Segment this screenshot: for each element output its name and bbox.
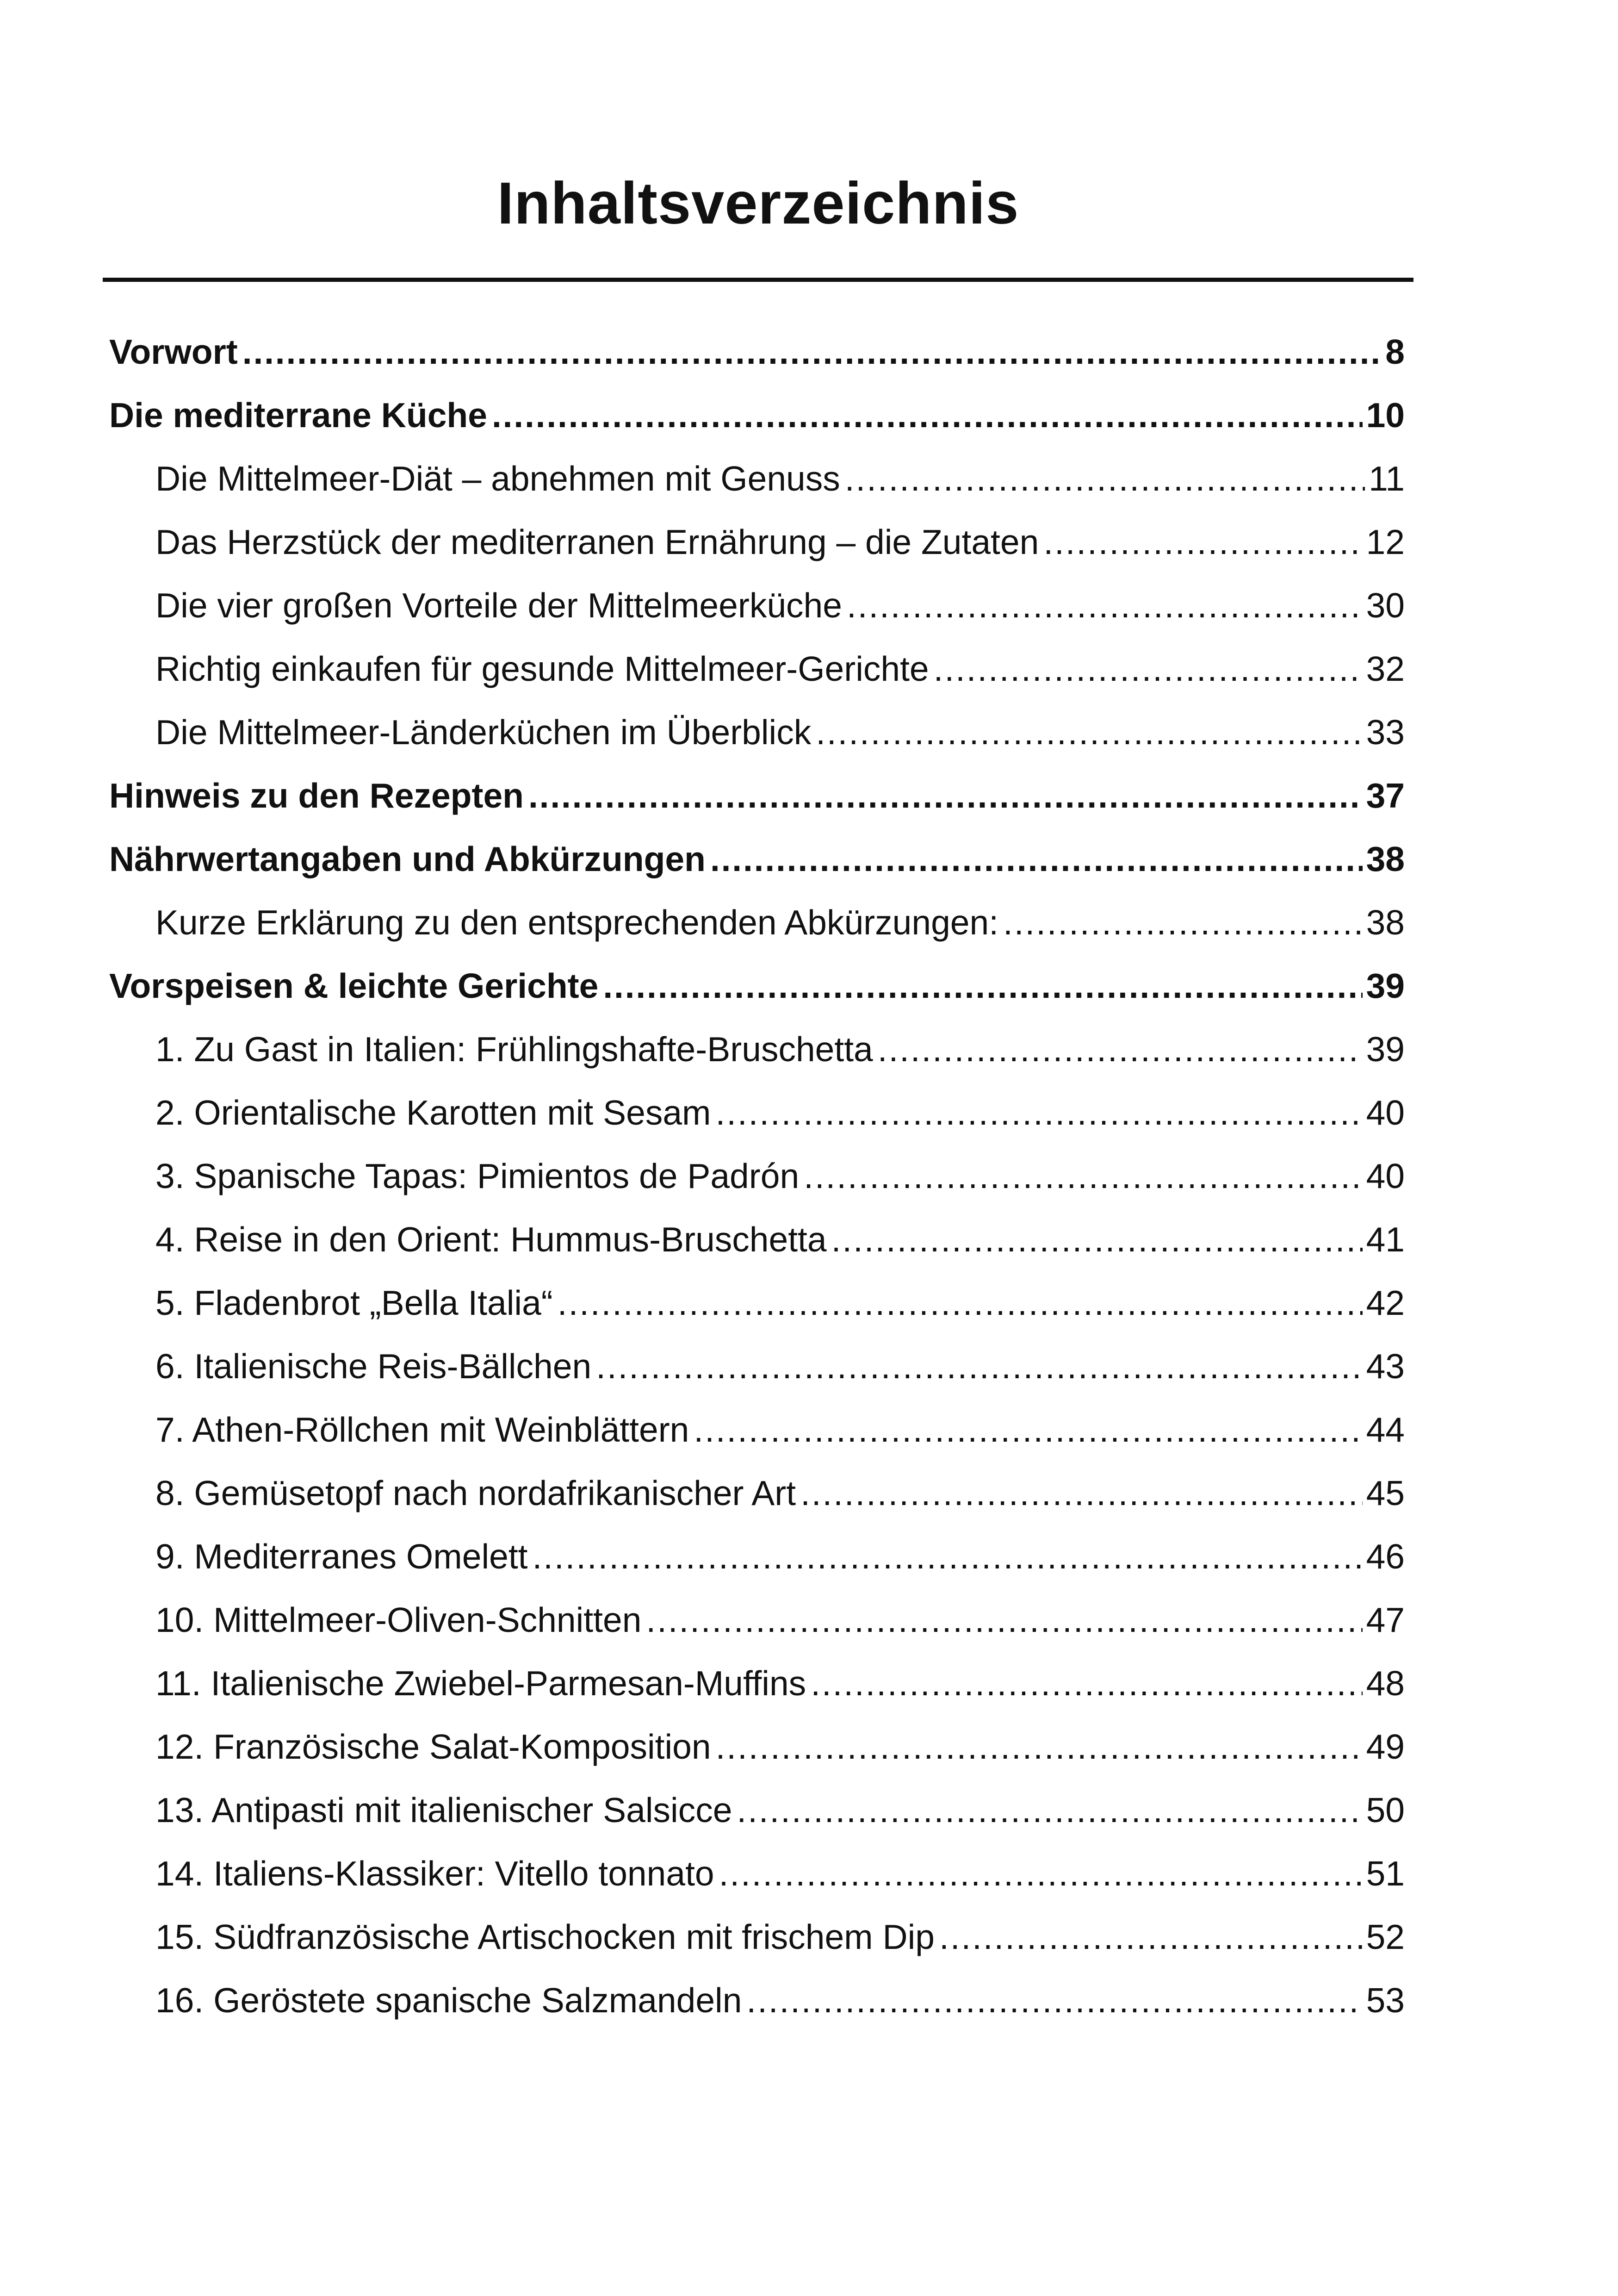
toc-entry[interactable] — [155, 1212, 1405, 1267]
toc-page-number: 45 — [1366, 1474, 1405, 1512]
toc-dot-leader — [719, 1846, 1363, 1901]
toc-page-number: 10 — [1366, 396, 1405, 435]
toc-page-number: 32 — [1366, 649, 1405, 688]
toc-dot-leader — [847, 578, 1363, 633]
toc-page-number: 52 — [1366, 1917, 1405, 1956]
toc-page-number: 30 — [1366, 586, 1405, 625]
toc-page-number: 12 — [1366, 523, 1405, 561]
toc-entry-label: Die mediterrane Küche — [109, 396, 487, 435]
toc-dot-leader — [1003, 895, 1363, 950]
toc-dot-leader — [804, 1148, 1362, 1204]
toc-page-number: 40 — [1366, 1157, 1405, 1195]
toc-entry-label: Die Mittelmeer-Diät – abnehmen mit Genuss — [155, 459, 840, 498]
toc-entry-label: 16. Geröstete spanische Salzmandeln — [155, 1981, 742, 2020]
toc-dot-leader — [939, 1909, 1363, 1965]
toc-entry[interactable] — [155, 1148, 1405, 1204]
page-title: Inhaltsverzeichnis — [497, 170, 1019, 236]
toc-entry-label: 12. Französische Salat-Komposition — [155, 1727, 711, 1766]
toc-dot-leader — [737, 1782, 1362, 1838]
toc-dot-leader — [710, 831, 1363, 887]
toc-page-number: 37 — [1366, 776, 1405, 815]
toc-entry[interactable] — [155, 1465, 1405, 1521]
title-divider — [103, 278, 1413, 282]
toc-entry[interactable] — [109, 324, 1405, 380]
toc-dot-leader — [800, 1465, 1363, 1521]
toc-entry[interactable] — [155, 1592, 1405, 1648]
toc-dot-leader — [878, 1021, 1363, 1077]
toc-page-number: 38 — [1366, 840, 1405, 878]
toc-dot-leader — [1043, 514, 1362, 570]
toc-entry[interactable] — [155, 1021, 1405, 1077]
toc-entry[interactable] — [155, 1782, 1405, 1838]
toc-dot-leader — [492, 387, 1363, 443]
toc-entry[interactable] — [155, 451, 1405, 506]
toc-dot-leader — [845, 451, 1365, 506]
toc-entry-label: 6. Italienische Reis-Bällchen — [155, 1347, 592, 1386]
toc-dot-leader — [746, 1972, 1362, 2028]
toc-entry[interactable] — [155, 1846, 1405, 1901]
toc-dot-leader — [816, 704, 1362, 760]
toc-entry[interactable] — [155, 704, 1405, 760]
toc-page-number: 47 — [1366, 1600, 1405, 1639]
toc-entry[interactable] — [155, 514, 1405, 570]
toc-entry-label: Richtig einkaufen für gesunde Mittelmeer-Gerichte — [155, 649, 929, 688]
toc-page-number: 43 — [1366, 1347, 1405, 1386]
toc-entry[interactable] — [155, 1719, 1405, 1774]
toc-page-number: 50 — [1366, 1791, 1405, 1829]
toc-dot-leader — [694, 1402, 1362, 1457]
toc-page-number: 8 — [1385, 332, 1405, 371]
toc-dot-leader — [533, 1529, 1363, 1584]
toc-entry-label: 9. Mediterranes Omelett — [155, 1537, 528, 1576]
toc-dot-leader — [716, 1085, 1363, 1140]
toc-entry-label: Das Herzstück der mediterranen Ernährung – die Zutaten — [155, 523, 1039, 561]
toc-dot-leader — [934, 641, 1363, 697]
toc-page-number: 44 — [1366, 1410, 1405, 1449]
toc-entry[interactable] — [109, 831, 1405, 887]
toc-entry[interactable] — [155, 641, 1405, 697]
toc-page-number: 40 — [1366, 1093, 1405, 1132]
toc-dot-leader — [603, 958, 1362, 1014]
toc-entry[interactable] — [109, 768, 1405, 823]
toc-page-number: 38 — [1366, 903, 1405, 942]
toc-entry-label: 3. Spanische Tapas: Pimientos de Padrón — [155, 1157, 800, 1195]
toc-page-number: 11 — [1369, 459, 1405, 498]
toc-dot-leader — [811, 1655, 1362, 1711]
toc-dot-leader — [528, 768, 1363, 823]
toc-dot-leader — [831, 1212, 1363, 1267]
toc-entry[interactable] — [155, 1909, 1405, 1965]
toc-dot-leader — [558, 1275, 1363, 1331]
toc-entry[interactable] — [155, 1972, 1405, 2028]
toc-page-number: 53 — [1366, 1981, 1405, 2020]
toc-page-number: 39 — [1366, 966, 1405, 1005]
toc-entry[interactable] — [155, 1655, 1405, 1711]
toc-entry-label: 5. Fladenbrot „Bella Italia“ — [155, 1283, 553, 1322]
toc-entry-label: 8. Gemüsetopf nach nordafrikanischer Art — [155, 1474, 796, 1512]
toc-entry[interactable] — [155, 1529, 1405, 1584]
toc-entry-label: 1. Zu Gast in Italien: Frühlingshafte-Bruschetta — [155, 1030, 873, 1069]
toc-dot-leader — [646, 1592, 1362, 1648]
toc-entry-label: 10. Mittelmeer-Oliven-Schnitten — [155, 1600, 642, 1639]
toc-page-number: 33 — [1366, 713, 1405, 752]
toc-page-number: 39 — [1366, 1030, 1405, 1069]
toc-entry[interactable] — [155, 578, 1405, 633]
toc-entry-label: 2. Orientalische Karotten mit Sesam — [155, 1093, 711, 1132]
toc-entry-label: 14. Italiens-Klassiker: Vitello tonnato — [155, 1854, 714, 1893]
toc-page-number: 48 — [1366, 1664, 1405, 1703]
toc-page-number: 41 — [1366, 1220, 1405, 1259]
toc-entry-label: Hinweis zu den Rezepten — [109, 776, 524, 815]
toc-entry[interactable] — [155, 1402, 1405, 1457]
toc-page-number: 49 — [1366, 1727, 1405, 1766]
toc-page-number: 42 — [1366, 1283, 1405, 1322]
toc-entry[interactable] — [155, 1338, 1405, 1394]
toc-page-number: 46 — [1366, 1537, 1405, 1576]
toc-entry-label: 7. Athen-Röllchen mit Weinblättern — [155, 1410, 689, 1449]
toc-entry-label: Kurze Erklärung zu den entsprechenden Abkürzungen: — [155, 903, 999, 942]
toc-entry-label: 15. Südfranzösische Artischocken mit frischem Dip — [155, 1917, 935, 1956]
toc-entry-label: Vorspeisen & leichte Gerichte — [109, 966, 599, 1005]
toc-dot-leader — [242, 324, 1382, 380]
toc-entry-label: 11. Italienische Zwiebel-Parmesan-Muffins — [155, 1664, 806, 1703]
toc-entry-label: Die Mittelmeer-Länderküchen im Überblick — [155, 713, 812, 752]
toc-entry-label: 13. Antipasti mit italienischer Salsicce — [155, 1791, 732, 1829]
toc-dot-leader — [596, 1338, 1362, 1394]
toc-entry-label: Die vier großen Vorteile der Mittelmeerküche — [155, 586, 842, 625]
toc-entry[interactable] — [109, 958, 1405, 1014]
toc-entry[interactable] — [109, 387, 1405, 443]
toc-entry[interactable] — [155, 1085, 1405, 1140]
toc-page-number: 51 — [1366, 1854, 1405, 1893]
toc-entry-label: Vorwort — [109, 332, 238, 371]
toc-dot-leader — [716, 1719, 1363, 1774]
toc-entry[interactable] — [155, 1275, 1405, 1331]
toc-entry[interactable] — [155, 895, 1405, 950]
toc-entry-label: 4. Reise in den Orient: Hummus-Bruschetta — [155, 1220, 827, 1259]
toc-entry-label: Nährwertangaben und Abkürzungen — [109, 840, 706, 878]
